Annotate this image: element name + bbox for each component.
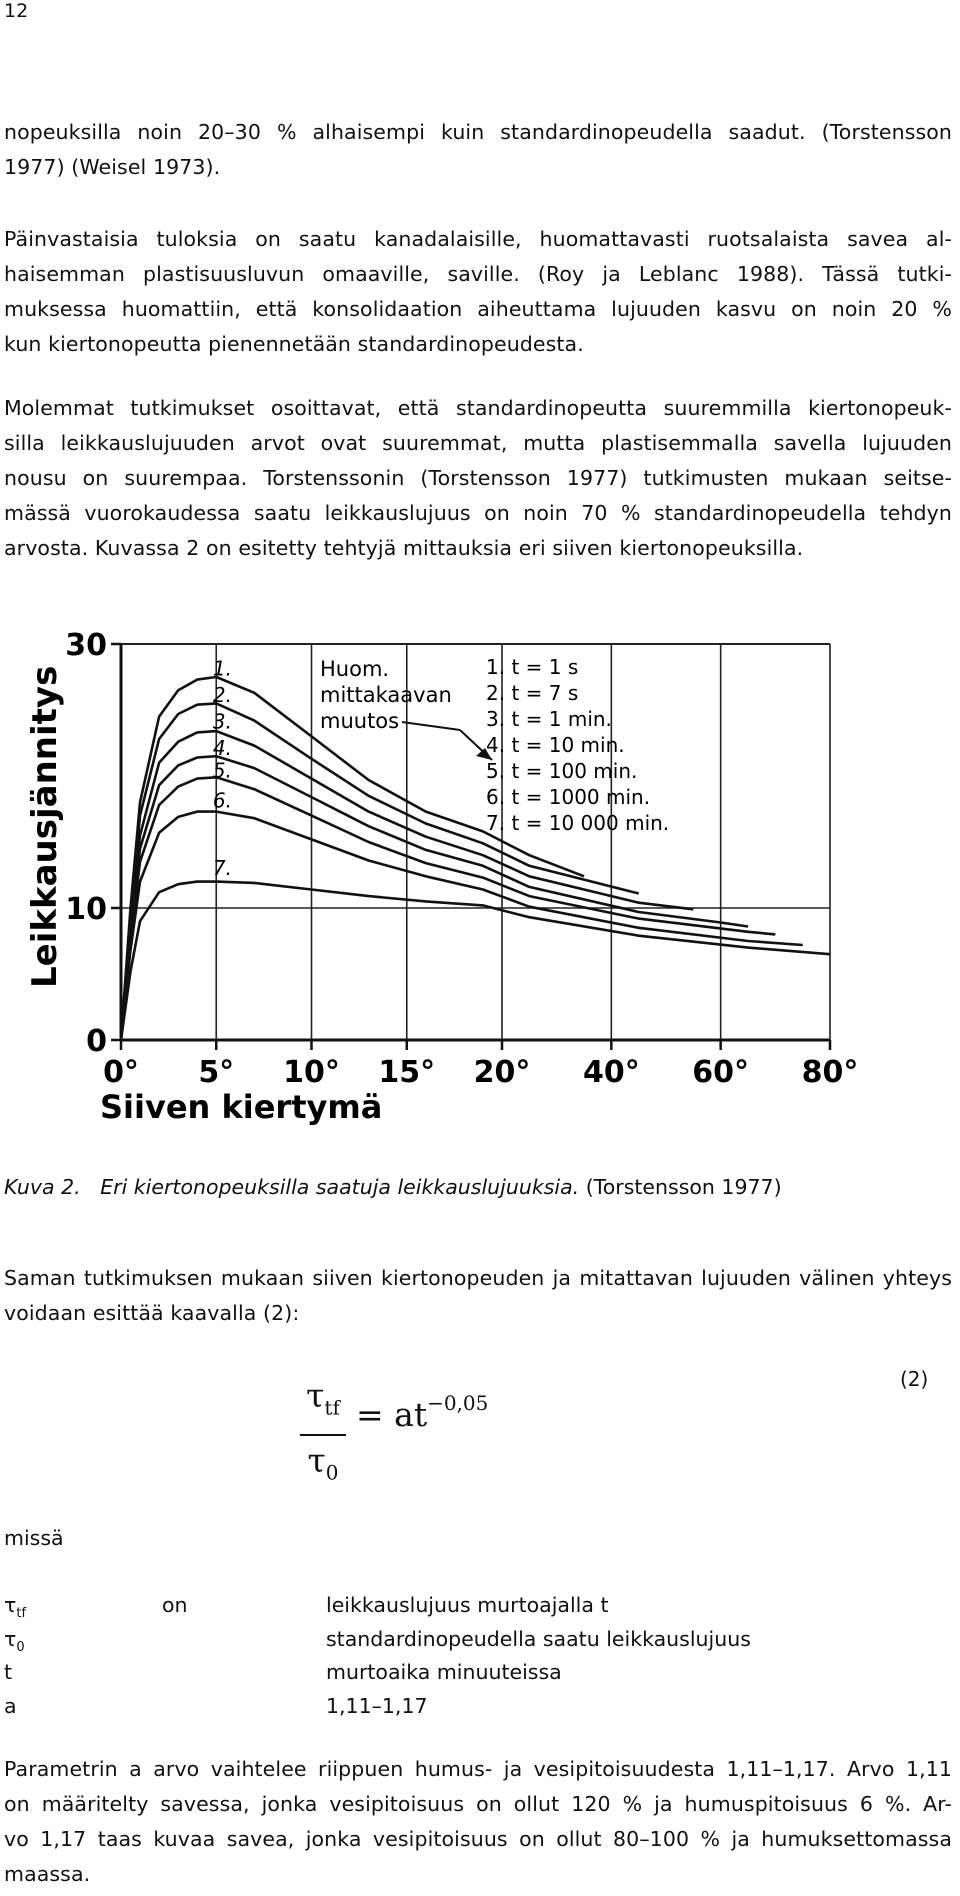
closing-paragraph — [4, 1752, 952, 1892]
text-line: mässä vuorokaudessa saatu leikkauslujuus on noin 70 % standardinopeudella tehdyn — [4, 501, 952, 525]
text-line: maassa. — [4, 1862, 91, 1886]
definition-verb: on — [162, 1593, 188, 1617]
curve-label: 3. — [212, 709, 232, 734]
curve-label: 6. — [212, 788, 232, 813]
scale-note-arrow — [402, 722, 460, 730]
curve-label: 5. — [212, 758, 232, 783]
x-tick-label: 80° — [801, 1055, 859, 1090]
definition-text: murtoaika minuuteissa — [326, 1660, 562, 1684]
paragraph-2 — [4, 222, 952, 362]
text-line: muksessa huomattiin, että konsolidaation aiheuttama lujuuden kasvu on noin 20 % — [4, 297, 952, 321]
y-axis-label: Leikkausjännitys — [25, 665, 65, 988]
intro-text: Saman tutkimuksen mukaan siiven kiertonopeuden ja mitattavan lujuuden välinen yhteys voidaan esittää kaavalla (2): — [4, 1266, 952, 1325]
equation-rhs: = $at^{-0,05}$ — [356, 1391, 489, 1434]
definition-text: leikkauslujuus murtoajalla t — [326, 1593, 609, 1617]
x-axis-label: Siiven kiertymä — [100, 1088, 383, 1126]
legend-entry: 1. t = 1 s — [486, 655, 579, 679]
paragraph-3 — [4, 391, 952, 566]
caption-label: Kuva 2. — [4, 1175, 81, 1199]
text-line: nousu on suurempaa. Torstenssonin (Torstensson 1977) tutkimusten mukaan seitse- — [4, 466, 952, 490]
y-tick-label: 10 — [65, 892, 107, 927]
scale-note-line: mittakaavan — [320, 683, 452, 707]
text-line: Molemmat tutkimukset osoittavat, että standardinopeutta suuremmilla kiertonopeuk- — [4, 396, 952, 420]
figure-caption — [4, 1170, 782, 1204]
text-line: haisemman plastisuusluvun omaaville, saville. (Roy ja Leblanc 1988). Tässä tutki- — [4, 262, 952, 286]
definition-symbol: t — [4, 1660, 13, 1684]
curve-label: 1. — [212, 656, 232, 681]
scale-note-line: muutos — [320, 709, 400, 733]
legend-entry: 7. t = 10 000 min. — [486, 811, 670, 835]
x-tick-label: 0° — [103, 1055, 139, 1090]
y-tick-label: 0 — [86, 1024, 107, 1059]
text-line: Parametrin a arvo vaihtelee riippuen humus- ja vesipitoisuudesta 1,11–1,17. Arvo 1,11 — [4, 1757, 952, 1781]
legend-entry: 5. t = 100 min. — [486, 759, 638, 783]
definition-text: standardinopeudella saatu leikkauslujuus — [326, 1627, 751, 1651]
equation-denominator: $\tau_0$ — [307, 1440, 339, 1485]
definition-text: 1,11–1,17 — [326, 1694, 428, 1718]
definition-symbol: a — [4, 1694, 17, 1718]
where-label: missä — [4, 1526, 64, 1550]
intro-paragraph — [4, 1261, 952, 1331]
curve-label: 2. — [212, 683, 232, 708]
fraction-bar — [300, 1434, 346, 1436]
x-tick-label: 10° — [283, 1055, 340, 1090]
curve-label: 7. — [212, 855, 232, 880]
text-line: vo 1,17 taas kuvaa savea, jonka vesipitoisuus on ollut 80–100 % ja humuksettomassa — [4, 1827, 952, 1851]
definition-symbol: $\tau_0$ — [4, 1627, 25, 1656]
text-line: nopeuksilla noin 20–30 % alhaisempi kuin standardinopeudella saadut. (Torstensson — [4, 120, 952, 144]
x-tick-label: 5° — [198, 1055, 235, 1090]
shear-stress-chart — [25, 628, 860, 1128]
text-line: Päinvastaisia tuloksia on saatu kanadalaisille, huomattavasti ruotsalaista savea al- — [4, 227, 952, 251]
series-line — [121, 882, 830, 1040]
legend-entry: 4. t = 10 min. — [486, 733, 625, 757]
text-line: kun kiertonopeutta pienennetään standardinopeudesta. — [4, 332, 584, 356]
equation-numerator: $\tau_{tf}$ — [306, 1376, 340, 1420]
scale-note-line: Huom. — [320, 657, 390, 681]
caption-title: Eri kiertonopeuksilla saatuja leikkauslujuuksia. — [100, 1175, 580, 1199]
legend-entry: 3. t = 1 min. — [486, 707, 612, 731]
text-line: on määritelty savessa, jonka vesipitoisuus on ollut 120 % ja humuspitoisuus 6 %. Ar- — [4, 1792, 952, 1816]
x-tick-label: 60° — [692, 1055, 750, 1090]
equation-number: (2) — [900, 1367, 929, 1391]
text-line: 1977) (Weisel 1973). — [4, 155, 221, 179]
legend-entry: 6. t = 1000 min. — [486, 785, 651, 809]
text-line: silla leikkauslujuuden arvot ovat suuremmat, mutta plastisemmalla savella lujuuden — [4, 431, 952, 455]
legend-entry: 2. t = 7 s — [486, 681, 579, 705]
paragraph-1 — [4, 115, 952, 185]
curve-label: 4. — [212, 735, 232, 760]
text-line: arvosta. Kuvassa 2 on esitetty tehtyjä mittauksia eri siiven kiertonopeuksilla. — [4, 536, 804, 560]
y-tick-label: 30 — [65, 628, 107, 663]
x-tick-label: 40° — [582, 1055, 640, 1090]
equation-fraction — [300, 1376, 346, 1492]
chart-labels — [213, 655, 669, 880]
x-tick-label: 15° — [378, 1055, 436, 1090]
definition-symbol: $\tau_{tf}$ — [4, 1593, 27, 1622]
x-tick-label: 20° — [473, 1055, 531, 1090]
caption-source: (Torstensson 1977) — [585, 1175, 782, 1199]
page-number: 12 — [4, 0, 29, 22]
